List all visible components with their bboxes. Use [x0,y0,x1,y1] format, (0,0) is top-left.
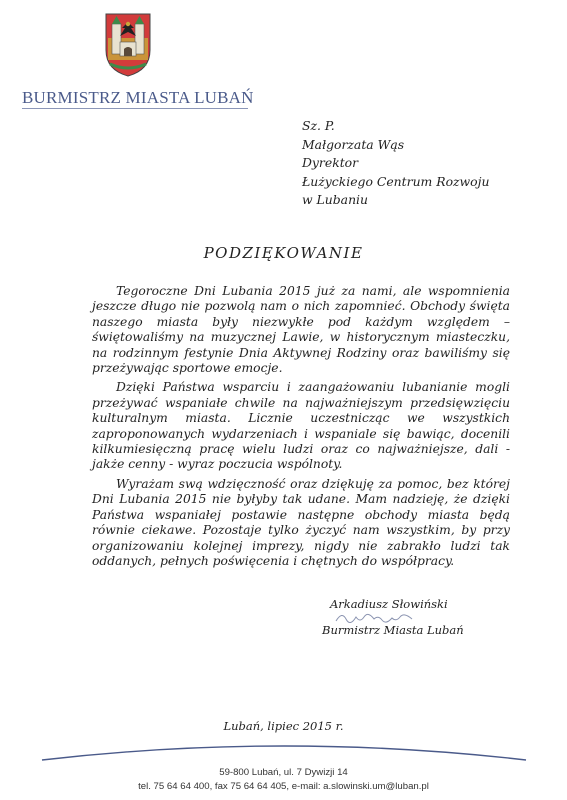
recipient-line: Łużyckiego Centrum Rozwoju [302,173,490,189]
recipient-block [302,117,489,210]
place-and-date: Lubań, lipiec 2015 r. [223,719,344,733]
recipient-line: w Lubaniu [302,192,368,207]
footer-contact [0,766,567,794]
body-paragraph: Wyrażam swą wdzięczność oraz dziękuję za pomoc, bez której Dni Lubania 2015 nie byłyby tak udane. Mam nadzieję, że dzięki Państwa wspaniałej postawie następne obchody miasta będą równie ciekawe. Pozostaje tylko życzyć nam wszystkim, by przy organizowaniu kolejnej imprezy, nigdy nie zabrakło ludzi tak oddanych, pełnych poświęcenia i chętnych do współpracy. [92,476,510,568]
document-title: PODZIĘKOWANIE [203,244,364,262]
letter-body [92,284,510,573]
recipient-line: Małgorzata Wąs [302,136,405,152]
footer-decorative-arc [40,738,528,762]
recipient-line: Dyrektor [302,155,359,170]
body-paragraph: Dzięki Państwa wsparciu i zaangażowaniu lubanianie mogli przeżywać wspaniałe chwile na najważniejszym przedsięwzięciu kulturalnym miasta. Licznie uczestnicząc we wszystkich zaproponowanych wydarzeniach i wspaniale się bawiąc, docenili kilkumiesięczną pracę wielu ludzi oraz co najważniejsze, dali - jakże cenny - wyraz poczucia wspólnoty. [92,380,510,472]
coat-of-arms-icon [104,12,152,78]
letterhead-title: BURMISTRZ MIASTA LUBAŃ [22,88,254,107]
body-paragraph: Tegoroczne Dni Lubania 2015 już za nami, ale wspomnienia jeszcze długo nie pozwolą nam o nich zapomnieć. Obchody święta naszego miasta były niezwykłe pod każdym względem – świętowaliśmy na muzycznej Lawie, w historycznym miasteczku, na rodzinnym festynie Dnia Aktywnej Rodziny oraz bawiliśmy się przeżywając sportowe emocje. [92,284,510,376]
letterhead-divider [22,108,248,109]
signatory-role: Burmistrz Miasta Lubań [322,623,464,637]
recipient-line: Sz. P. [302,118,335,133]
footer-address: 59-800 Lubań, ul. 7 Dywizji 14 [219,767,348,778]
footer-contact-details: tel. 75 64 64 400, fax 75 64 64 405, e-mail: a.slowinski.um@luban.pl [138,781,429,792]
signatory-name: Arkadiusz Słowiński [330,597,448,611]
